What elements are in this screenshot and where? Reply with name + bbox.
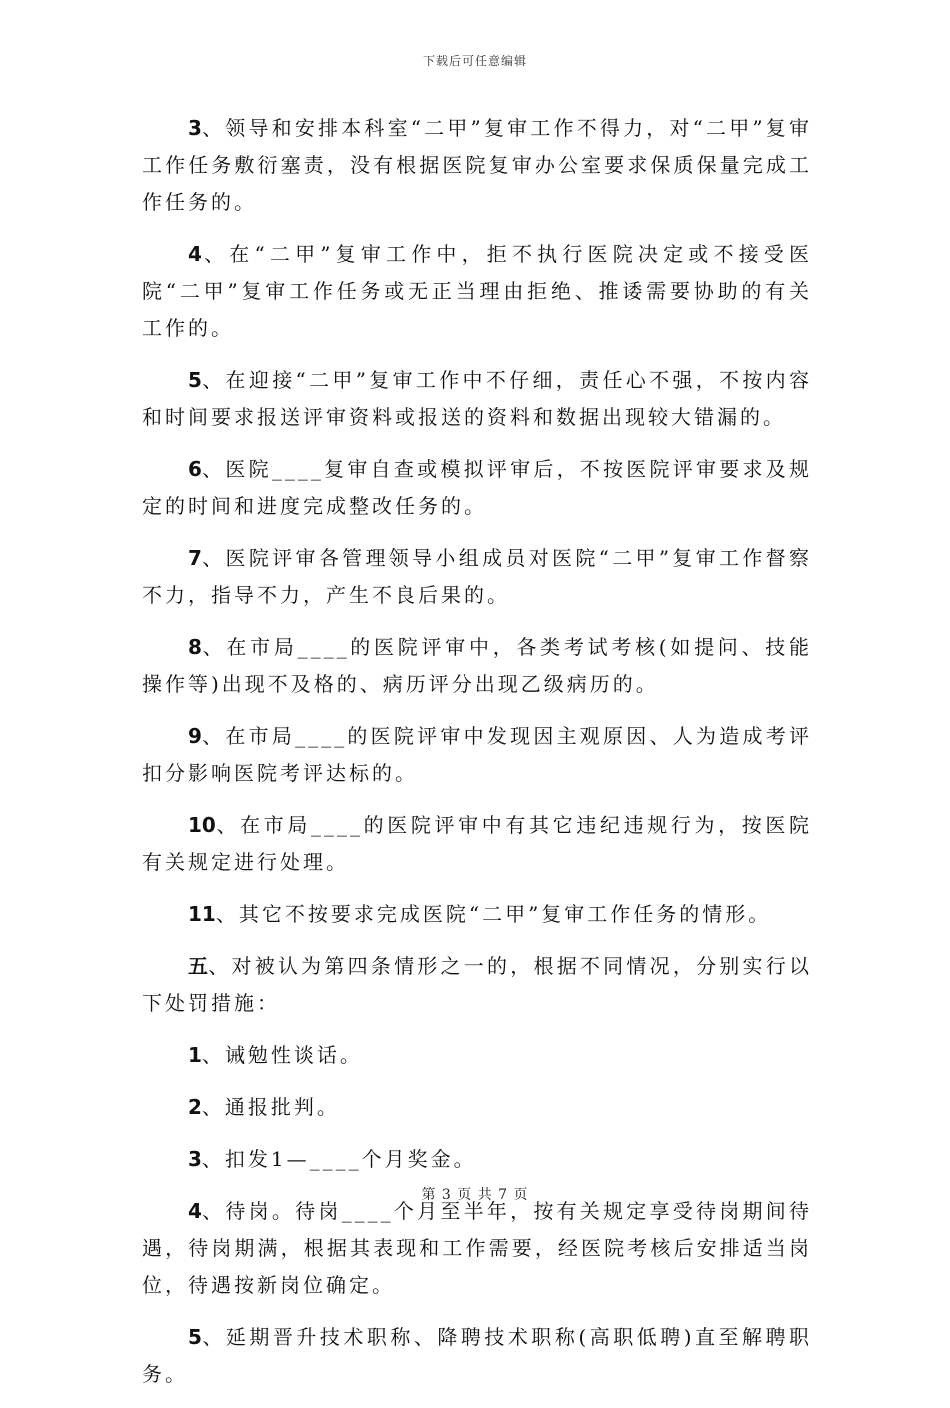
paragraph-text: 、对被认为第四条情形之一的，根据不同情况，分别实行以下处罚措施： — [142, 954, 813, 1015]
paragraph — [142, 629, 812, 703]
page-header: 下载后可任意编辑 — [422, 54, 527, 68]
item-number: 7 — [188, 546, 202, 570]
paragraph — [142, 1141, 812, 1178]
section-heading-paragraph — [142, 948, 812, 1022]
paragraph-text: 、在“二甲”复审工作中，拒不执行医院决定或不接受医院“二甲”复审工作任务或无正当理由拒绝、推诿需要协助的有关工作的。 — [142, 242, 812, 340]
paragraph — [142, 807, 812, 881]
item-number: 3 — [188, 1147, 202, 1171]
item-number: 5 — [188, 368, 202, 392]
paragraph-text: 、在市局____的医院评审中有其它违纪违规行为，按医院有关规定进行处理。 — [142, 813, 812, 874]
paragraph-text: 、扣发1—____个月奖金。 — [201, 1147, 477, 1171]
paragraph — [142, 1193, 812, 1304]
paragraph-text: 、通报批判。 — [201, 1095, 340, 1119]
paragraph-text: 、延期晋升技术职称、降聘技术职称(高职低聘)直至解聘职务。 — [142, 1325, 812, 1386]
item-number: 9 — [188, 724, 202, 748]
paragraph-text: 、在市局____的医院评审中，各类考试考核(如提问、技能操作等)出现不及格的、病历评分出现乙级病历的。 — [142, 635, 812, 696]
item-number: 4 — [188, 1199, 202, 1223]
paragraph — [142, 896, 812, 933]
item-number: 11 — [188, 902, 216, 926]
paragraph — [142, 451, 812, 525]
item-number: 5 — [188, 1325, 202, 1349]
item-number: 3 — [188, 116, 202, 140]
paragraph — [142, 540, 812, 614]
paragraph-text: 、在市局____的医院评审中发现因主观原因、人为造成考评扣分影响医院考评达标的。 — [142, 724, 812, 785]
paragraph-text: 、在迎接“二甲”复审工作中不仔细，责任心不强，不按内容和时间要求报送评审资料或报送的资料和数据出现较大错漏的。 — [142, 368, 812, 429]
paragraph-text: 、领导和安排本科室“二甲”复审工作不得力，对“二甲”复审工作任务敷衍塞责，没有根据医院复审办公室要求保质保量完成工作任务的。 — [142, 116, 812, 214]
paragraph — [142, 362, 812, 436]
paragraph-text: 、医院____复审自查或模拟评审后，不按医院评审要求及规定的时间和进度完成整改任务的。 — [142, 457, 812, 518]
paragraph — [142, 236, 812, 347]
paragraph — [142, 1089, 812, 1126]
document-body — [142, 110, 812, 1408]
paragraph-text: 、医院评审各管理领导小组成员对医院“二甲”复审工作督察不力，指导不力，产生不良后果的。 — [142, 546, 812, 607]
paragraph-text: 、待岗。待岗____个月至半年，按有关规定享受待岗期间待遇，待岗期满，根据其表现和工作需要，经医院考核后安排适当岗位，待遇按新岗位确定。 — [142, 1199, 812, 1297]
item-number: 1 — [188, 1043, 202, 1067]
item-number: 2 — [188, 1095, 202, 1119]
item-number: 8 — [188, 635, 202, 659]
paragraph-text: 、诫勉性谈话。 — [201, 1043, 363, 1067]
page-footer: 第 3 页 共 7 页 — [421, 1187, 529, 1203]
paragraph-text: 、其它不按要求完成医院“二甲”复审工作任务的情形。 — [215, 902, 772, 926]
paragraph — [142, 1037, 812, 1074]
paragraph — [142, 718, 812, 792]
item-number: 10 — [188, 813, 216, 837]
paragraph — [142, 110, 812, 221]
section-number: 五 — [188, 954, 209, 978]
paragraph — [142, 1319, 812, 1393]
item-number: 4 — [188, 242, 202, 266]
item-number: 6 — [188, 457, 202, 481]
